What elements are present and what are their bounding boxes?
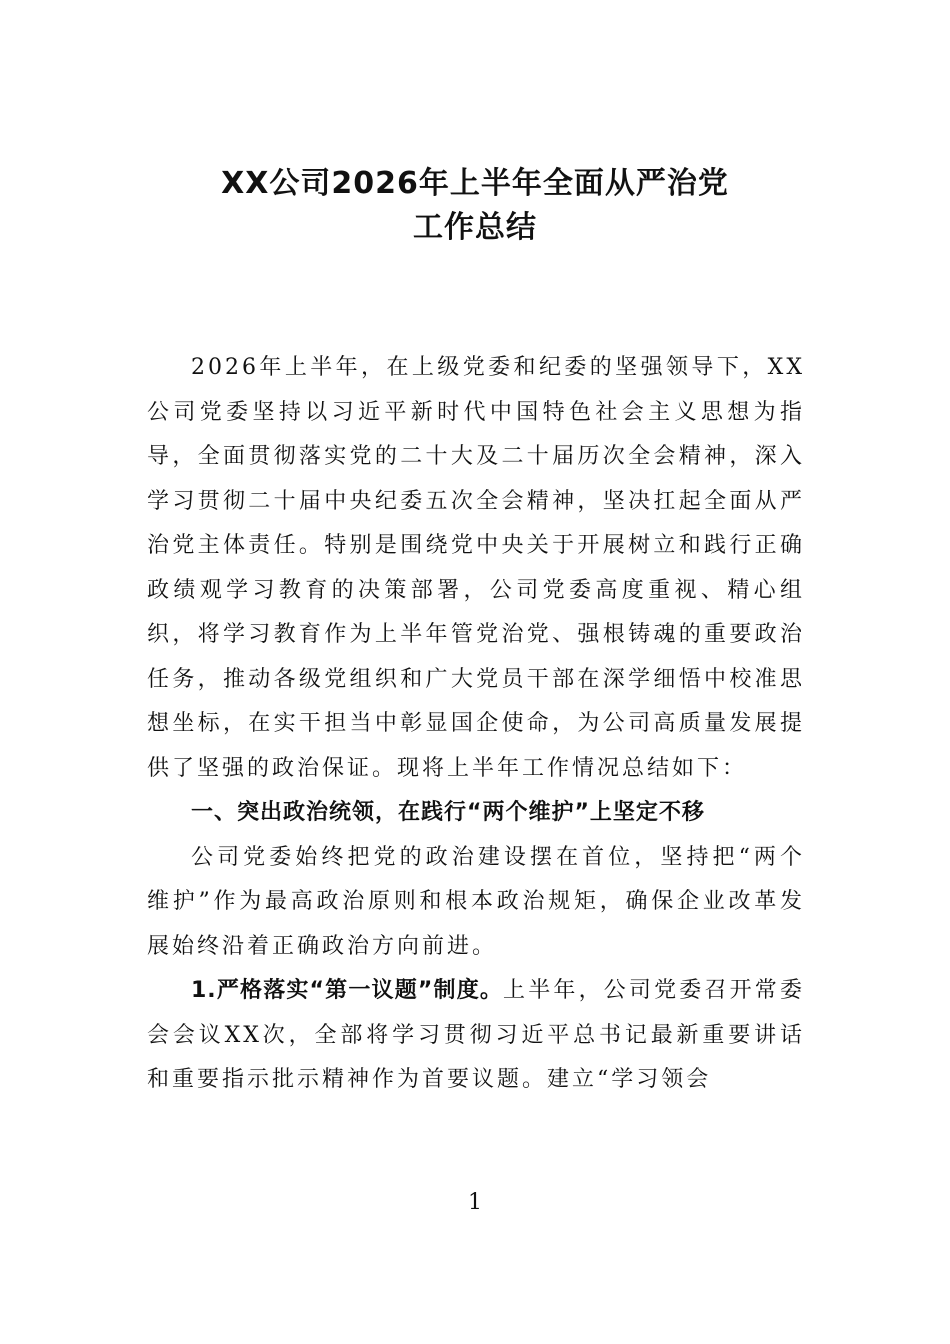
title-line-2: 工作总结 bbox=[413, 210, 537, 245]
page-number: 1 bbox=[468, 1190, 482, 1215]
intro-paragraph: 2026年上半年，在上级党委和纪委的坚强领导下，XX公司党委坚持以习近平新时代中国特色社会主义思想为指导，全面贯彻落实党的二十大及二十届历次全会精神，深入学习贯彻二十届中央纪委五次全会精神，坚决扛起全面从严治党主体责任。特别是围绕党中央关于开展树立和践行正确政绩观学习教育的决策部署，公司党委高度重视、精心组织，将学习教育作为上半年管党治党、强根铸魂的重要政治任务，推动各级党组织和广大党员干部在深学细悟中校准思想坐标，在实干担当中彰显国企使命，为公司高质量发展提供了坚强的政治保证。现将上半年工作情况总结如下： bbox=[147, 355, 805, 781]
item-1-lead: 1.严格落实“第一议题”制度。 bbox=[191, 978, 504, 1003]
document-body bbox=[147, 346, 805, 1103]
item-1-paragraph bbox=[147, 969, 805, 1103]
title-line-1: XX公司2026年上半年全面从严治党 bbox=[221, 166, 729, 201]
section-1-heading: 一、突出政治统领，在践行“两个维护”上坚定不移 bbox=[191, 800, 705, 825]
item-1-text: 上半年，公司党委召开常委会会议XX次，全部将学习贯彻习近平总书记最新重要讲话和重要指示批示精神作为首要议题。建立“学习领会 bbox=[147, 978, 805, 1092]
section-1-paragraph: 公司党委始终把党的政治建设摆在首位，坚持把“两个维护”作为最高政治原则和根本政治规矩，确保企业改革发展始终沿着正确政治方向前进。 bbox=[147, 844, 805, 959]
document-title bbox=[0, 162, 950, 250]
